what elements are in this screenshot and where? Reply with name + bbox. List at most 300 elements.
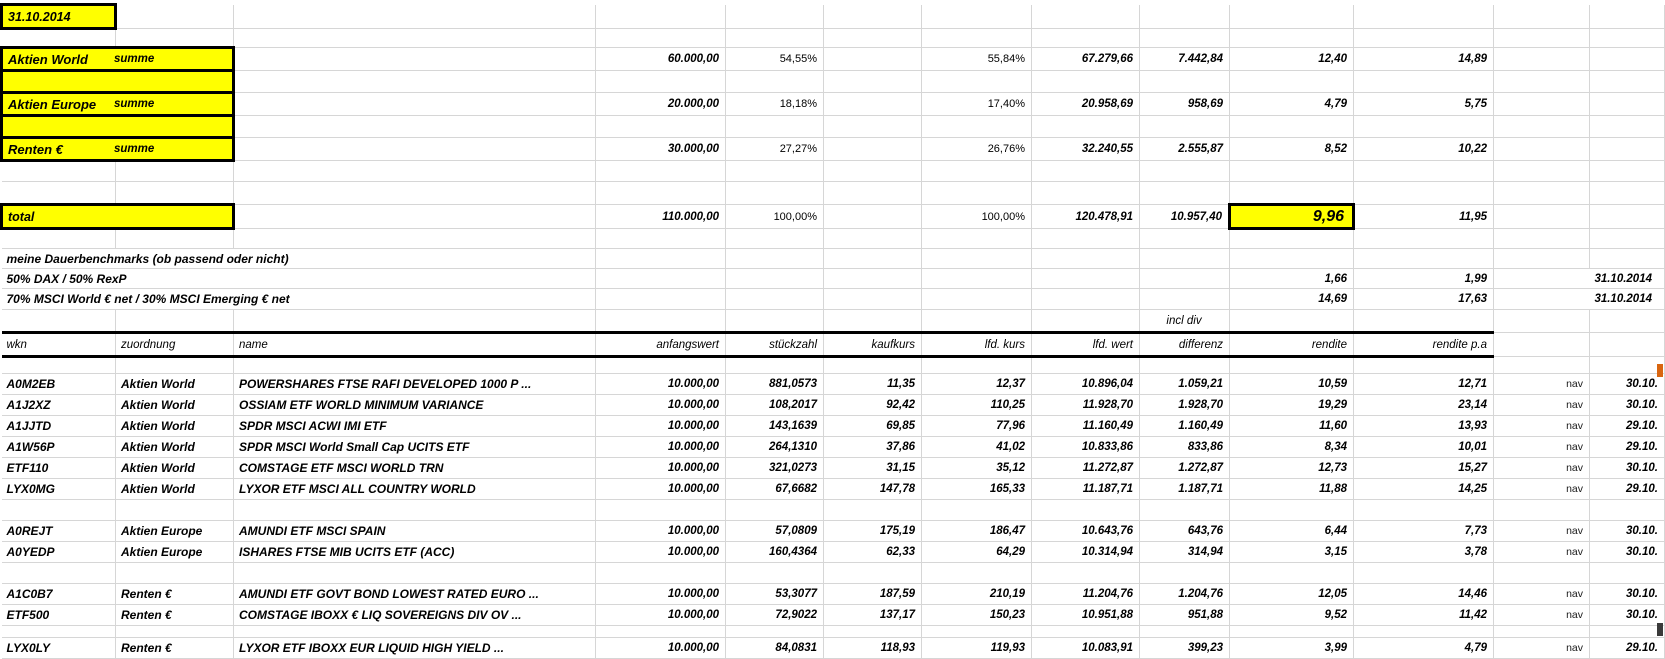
cell-lfd-wert[interactable]: 11.187,71: [1032, 479, 1140, 500]
summary-label-cell[interactable]: [2, 138, 234, 161]
empty-cell[interactable]: [824, 249, 922, 269]
cell-stueckzahl[interactable]: 108,2017: [726, 395, 824, 416]
empty-cell[interactable]: [1590, 310, 1665, 333]
cell-rendite-pa[interactable]: 11,42: [1354, 605, 1494, 626]
cell-zuordnung[interactable]: Aktien World: [116, 458, 234, 479]
empty-cell[interactable]: [234, 205, 596, 229]
empty-cell[interactable]: [922, 249, 1032, 269]
empty-cell[interactable]: [1140, 71, 1230, 93]
cell-stueckzahl[interactable]: 53,3077: [726, 584, 824, 605]
empty-cell[interactable]: [1354, 29, 1494, 48]
empty-cell[interactable]: [1590, 249, 1665, 269]
cell-name[interactable]: SPDR MSCI ACWI IMI ETF: [234, 416, 596, 437]
cell-differenz[interactable]: [1140, 563, 1230, 584]
empty-cell[interactable]: [922, 71, 1032, 93]
cell-anfangswert[interactable]: 10.000,00: [596, 542, 726, 563]
empty-cell[interactable]: [1032, 29, 1140, 48]
benchmark-date-cell[interactable]: 31.10.2014: [1494, 269, 1665, 289]
cell-name[interactable]: [234, 563, 596, 584]
cell-differenz[interactable]: 1.928,70: [1140, 395, 1230, 416]
cell-name[interactable]: [234, 626, 596, 638]
cell-zuordnung[interactable]: Renten €: [116, 638, 234, 659]
cell-quelle[interactable]: nav: [1494, 416, 1590, 437]
empty-cell[interactable]: [1140, 357, 1230, 374]
cell-lfd-kurs[interactable]: 12,37: [922, 374, 1032, 395]
cell-quelle[interactable]: [1494, 626, 1590, 638]
empty-cell[interactable]: [922, 116, 1032, 138]
cell-stueckzahl[interactable]: [726, 500, 824, 521]
cell-rendite-pa[interactable]: 17,63: [1354, 289, 1494, 310]
cell-lfd-wert[interactable]: 10.951,88: [1032, 605, 1140, 626]
empty-cell[interactable]: [234, 161, 596, 182]
header-lfd-wert[interactable]: lfd. wert: [1032, 333, 1140, 357]
empty-cell[interactable]: [2, 29, 116, 48]
cell-name[interactable]: COMSTAGE ETF MSCI WORLD TRN: [234, 458, 596, 479]
cell-wkn[interactable]: LYX0MG: [2, 479, 116, 500]
cell-kaufkurs[interactable]: 187,59: [824, 584, 922, 605]
cell-name[interactable]: AMUNDI ETF MSCI SPAIN: [234, 521, 596, 542]
cell-differenz[interactable]: 10.957,40: [1140, 205, 1230, 229]
cell-differenz[interactable]: 1.187,71: [1140, 479, 1230, 500]
cell-lfd-wert[interactable]: 10.314,94: [1032, 542, 1140, 563]
cell-kaufkurs[interactable]: 69,85: [824, 416, 922, 437]
cell-rendite[interactable]: 11,60: [1230, 416, 1354, 437]
empty-cell[interactable]: [1140, 182, 1230, 205]
empty-cell[interactable]: [824, 93, 922, 116]
cell-lfd-kurs[interactable]: 110,25: [922, 395, 1032, 416]
empty-cell[interactable]: [1354, 249, 1494, 269]
benchmark-name[interactable]: 70% MSCI World € net / 30% MSCI Emerging € net: [2, 289, 596, 310]
cell-datum[interactable]: 30.10.: [1590, 374, 1665, 395]
cell-kaufkurs[interactable]: 137,17: [824, 605, 922, 626]
empty-cell[interactable]: [1140, 269, 1230, 289]
cell-anfangswert[interactable]: 20.000,00: [596, 93, 726, 116]
cell-datum[interactable]: 30.10.: [1590, 542, 1665, 563]
cell-kaufkurs[interactable]: [824, 563, 922, 584]
cell-lfd-kurs[interactable]: [922, 563, 1032, 584]
cell-stueckzahl[interactable]: 264,1310: [726, 437, 824, 458]
cell-wkn[interactable]: [2, 626, 116, 638]
empty-cell[interactable]: [1230, 229, 1354, 249]
header-stueckzahl[interactable]: stückzahl: [726, 333, 824, 357]
cell-rendite-pa[interactable]: 3,78: [1354, 542, 1494, 563]
empty-cell[interactable]: [1032, 269, 1140, 289]
empty-cell[interactable]: [2, 161, 116, 182]
empty-cell[interactable]: [234, 138, 596, 161]
cell-rendite-pa[interactable]: 10,01: [1354, 437, 1494, 458]
empty-cell[interactable]: [1494, 29, 1590, 48]
total-rendite-highlight-cell[interactable]: 9,96: [1230, 205, 1354, 229]
empty-cell[interactable]: [726, 310, 824, 333]
empty-cell[interactable]: [1590, 48, 1665, 71]
empty-cell[interactable]: [596, 269, 726, 289]
header-rendite-pa[interactable]: rendite p.a: [1354, 333, 1494, 357]
empty-cell[interactable]: [824, 71, 922, 93]
cell-rendite-pa[interactable]: 14,46: [1354, 584, 1494, 605]
cell-name[interactable]: AMUNDI ETF GOVT BOND LOWEST RATED EURO ...: [234, 584, 596, 605]
empty-cell[interactable]: [1354, 310, 1494, 333]
empty-cell[interactable]: [1590, 5, 1665, 29]
cell-lfd-wert[interactable]: 10.643,76: [1032, 521, 1140, 542]
empty-cell[interactable]: [1494, 5, 1590, 29]
cell-rendite[interactable]: 4,79: [1230, 93, 1354, 116]
cell-datum[interactable]: 30.10.: [1590, 584, 1665, 605]
header-wkn[interactable]: wkn: [2, 333, 116, 357]
empty-cell[interactable]: [1230, 310, 1354, 333]
cell-name[interactable]: OSSIAM ETF WORLD MINIMUM VARIANCE: [234, 395, 596, 416]
empty-cell[interactable]: [1032, 310, 1140, 333]
empty-cell[interactable]: [1494, 71, 1590, 93]
cell-anfangswert[interactable]: 10.000,00: [596, 458, 726, 479]
cell-rendite[interactable]: 11,88: [1230, 479, 1354, 500]
cell-anteil-plan[interactable]: 100,00%: [726, 205, 824, 229]
cell-wkn[interactable]: [2, 500, 116, 521]
cell-zuordnung[interactable]: [116, 500, 234, 521]
cell-datum[interactable]: 29.10.: [1590, 638, 1665, 659]
empty-cell[interactable]: [1590, 205, 1665, 229]
cell-stueckzahl[interactable]: [726, 563, 824, 584]
cell-rendite-pa[interactable]: 4,79: [1354, 638, 1494, 659]
cell-lfd-kurs[interactable]: [922, 626, 1032, 638]
empty-cell[interactable]: [726, 229, 824, 249]
cell-kaufkurs[interactable]: [824, 500, 922, 521]
cell-name[interactable]: POWERSHARES FTSE RAFI DEVELOPED 1000 P ...: [234, 374, 596, 395]
empty-cell[interactable]: [1590, 161, 1665, 182]
empty-cell[interactable]: [116, 357, 234, 374]
cell-rendite[interactable]: 9,52: [1230, 605, 1354, 626]
cell-anfangswert[interactable]: 10.000,00: [596, 374, 726, 395]
empty-cell[interactable]: [726, 161, 824, 182]
cell-wkn[interactable]: A0YEDP: [2, 542, 116, 563]
cell-kaufkurs[interactable]: 118,93: [824, 638, 922, 659]
empty-cell[interactable]: [2, 229, 116, 249]
empty-cell[interactable]: [2, 357, 116, 374]
empty-cell[interactable]: [116, 161, 234, 182]
benchmark-name[interactable]: 50% DAX / 50% RexP: [2, 269, 596, 289]
empty-cell[interactable]: [1494, 310, 1590, 333]
empty-cell[interactable]: [922, 161, 1032, 182]
empty-cell[interactable]: [1494, 93, 1590, 116]
empty-cell[interactable]: [1494, 333, 1590, 357]
cell-quelle[interactable]: nav: [1494, 395, 1590, 416]
cell-quelle[interactable]: nav: [1494, 584, 1590, 605]
summary-label-cell[interactable]: [2, 48, 234, 71]
empty-cell[interactable]: [824, 161, 922, 182]
cell-zuordnung[interactable]: Aktien World: [116, 374, 234, 395]
empty-cell[interactable]: [1230, 161, 1354, 182]
empty-cell[interactable]: [824, 5, 922, 29]
empty-cell[interactable]: [726, 71, 824, 93]
cell-differenz[interactable]: 399,23: [1140, 638, 1230, 659]
cell-wkn[interactable]: LYX0LY: [2, 638, 116, 659]
cell-rendite-pa[interactable]: 11,95: [1354, 205, 1494, 229]
cell-anfangswert[interactable]: [596, 563, 726, 584]
cell-lfd-kurs[interactable]: 210,19: [922, 584, 1032, 605]
empty-cell[interactable]: [726, 357, 824, 374]
cell-wkn[interactable]: [2, 563, 116, 584]
cell-lfd-kurs[interactable]: 150,23: [922, 605, 1032, 626]
empty-cell[interactable]: [1590, 333, 1665, 357]
total-label-cell[interactable]: total: [2, 205, 234, 229]
cell-lfd-wert[interactable]: 10.896,04: [1032, 374, 1140, 395]
cell-zuordnung[interactable]: Aktien Europe: [116, 542, 234, 563]
cell-rendite[interactable]: 8,52: [1230, 138, 1354, 161]
cell-datum[interactable]: 29.10.: [1590, 437, 1665, 458]
empty-cell[interactable]: [596, 29, 726, 48]
empty-cell[interactable]: [922, 289, 1032, 310]
cell-anfangswert[interactable]: 10.000,00: [596, 521, 726, 542]
cell-zuordnung[interactable]: Aktien Europe: [116, 521, 234, 542]
cell-differenz[interactable]: 958,69: [1140, 93, 1230, 116]
empty-cell[interactable]: [1354, 229, 1494, 249]
cell-anfangswert[interactable]: 10.000,00: [596, 638, 726, 659]
empty-cell[interactable]: [234, 229, 596, 249]
cell-rendite-pa[interactable]: 7,73: [1354, 521, 1494, 542]
cell-differenz[interactable]: 7.442,84: [1140, 48, 1230, 71]
cell-stueckzahl[interactable]: 57,0809: [726, 521, 824, 542]
empty-cell[interactable]: [596, 229, 726, 249]
empty-cell[interactable]: [824, 138, 922, 161]
cell-zuordnung[interactable]: Aktien World: [116, 437, 234, 458]
cell-quelle[interactable]: nav: [1494, 638, 1590, 659]
empty-cell[interactable]: [1230, 357, 1354, 374]
cell-datum[interactable]: 30.10.: [1590, 458, 1665, 479]
cell-quelle[interactable]: [1494, 563, 1590, 584]
empty-cell[interactable]: [1140, 116, 1230, 138]
cell-rendite[interactable]: [1230, 563, 1354, 584]
cell-rendite[interactable]: 12,05: [1230, 584, 1354, 605]
empty-cell[interactable]: [824, 182, 922, 205]
cell-differenz[interactable]: 643,76: [1140, 521, 1230, 542]
empty-cell[interactable]: [596, 310, 726, 333]
cell-anteil-plan[interactable]: 54,55%: [726, 48, 824, 71]
cell-differenz[interactable]: 1.059,21: [1140, 374, 1230, 395]
incl-div-note[interactable]: incl div: [1140, 310, 1230, 333]
empty-cell[interactable]: [1230, 116, 1354, 138]
cell-datum[interactable]: [1590, 626, 1665, 638]
empty-cell[interactable]: [1494, 249, 1590, 269]
cell-wkn[interactable]: A1J2XZ: [2, 395, 116, 416]
cell-rendite[interactable]: 6,44: [1230, 521, 1354, 542]
cell-rendite-pa[interactable]: 12,71: [1354, 374, 1494, 395]
cell-rendite[interactable]: 3,99: [1230, 638, 1354, 659]
empty-cell[interactable]: [1590, 182, 1665, 205]
empty-cell[interactable]: [1140, 5, 1230, 29]
empty-cell[interactable]: [1494, 116, 1590, 138]
empty-cell[interactable]: [1590, 29, 1665, 48]
cell-lfd-wert[interactable]: 67.279,66: [1032, 48, 1140, 71]
empty-cell[interactable]: [1494, 138, 1590, 161]
cell-rendite[interactable]: [1230, 626, 1354, 638]
benchmarks-title[interactable]: meine Dauerbenchmarks (ob passend oder nicht): [2, 249, 596, 269]
empty-cell[interactable]: [1230, 71, 1354, 93]
empty-cell[interactable]: [1032, 5, 1140, 29]
cell-stueckzahl[interactable]: 160,4364: [726, 542, 824, 563]
cell-anfangswert[interactable]: 10.000,00: [596, 479, 726, 500]
cell-rendite-pa[interactable]: 14,25: [1354, 479, 1494, 500]
empty-cell[interactable]: [596, 289, 726, 310]
cell-rendite-pa[interactable]: [1354, 626, 1494, 638]
empty-cell[interactable]: [1590, 138, 1665, 161]
empty-cell[interactable]: [1494, 161, 1590, 182]
cell-wkn[interactable]: A0M2EB: [2, 374, 116, 395]
empty-cell[interactable]: [922, 229, 1032, 249]
cell-rendite[interactable]: 3,15: [1230, 542, 1354, 563]
report-date-cell[interactable]: 31.10.2014: [2, 5, 116, 29]
empty-cell[interactable]: [726, 182, 824, 205]
cell-quelle[interactable]: nav: [1494, 605, 1590, 626]
cell-lfd-kurs[interactable]: 119,93: [922, 638, 1032, 659]
cell-anfangswert[interactable]: 10.000,00: [596, 584, 726, 605]
cell-rendite[interactable]: 12,73: [1230, 458, 1354, 479]
empty-cell[interactable]: [726, 5, 824, 29]
empty-cell[interactable]: [234, 71, 596, 93]
cell-name[interactable]: SPDR MSCI World Small Cap UCITS ETF: [234, 437, 596, 458]
cell-rendite[interactable]: 10,59: [1230, 374, 1354, 395]
empty-cell[interactable]: [1140, 289, 1230, 310]
cell-kaufkurs[interactable]: 147,78: [824, 479, 922, 500]
empty-cell[interactable]: [1494, 205, 1590, 229]
empty-cell[interactable]: [1230, 249, 1354, 269]
header-lfd-kurs[interactable]: lfd. kurs: [922, 333, 1032, 357]
cell-rendite[interactable]: 14,69: [1230, 289, 1354, 310]
cell-wkn[interactable]: A0REJT: [2, 521, 116, 542]
cell-anteil-ist[interactable]: 17,40%: [922, 93, 1032, 116]
cell-anfangswert[interactable]: 10.000,00: [596, 605, 726, 626]
empty-cell[interactable]: [234, 116, 596, 138]
empty-cell[interactable]: [596, 116, 726, 138]
cell-anteil-ist[interactable]: 26,76%: [922, 138, 1032, 161]
cell-anteil-plan[interactable]: 18,18%: [726, 93, 824, 116]
cell-kaufkurs[interactable]: [824, 626, 922, 638]
header-kaufkurs[interactable]: kaufkurs: [824, 333, 922, 357]
cell-rendite-pa[interactable]: 13,93: [1354, 416, 1494, 437]
empty-cell[interactable]: [824, 29, 922, 48]
empty-cell[interactable]: [726, 269, 824, 289]
cell-quelle[interactable]: nav: [1494, 374, 1590, 395]
cell-anfangswert[interactable]: [596, 500, 726, 521]
empty-cell[interactable]: [596, 249, 726, 269]
empty-cell[interactable]: [922, 29, 1032, 48]
empty-cell[interactable]: [1590, 71, 1665, 93]
cell-rendite-pa[interactable]: [1354, 500, 1494, 521]
empty-cell[interactable]: [1032, 229, 1140, 249]
cell-datum[interactable]: 30.10.: [1590, 395, 1665, 416]
empty-cell[interactable]: [1494, 229, 1590, 249]
cell-lfd-kurs[interactable]: 165,33: [922, 479, 1032, 500]
benchmark-date-cell[interactable]: 31.10.2014: [1494, 289, 1665, 310]
cell-datum[interactable]: 30.10.: [1590, 605, 1665, 626]
cell-wkn[interactable]: ETF110: [2, 458, 116, 479]
header-anfangswert[interactable]: anfangswert: [596, 333, 726, 357]
cell-lfd-kurs[interactable]: 35,12: [922, 458, 1032, 479]
empty-cell[interactable]: [596, 5, 726, 29]
empty-cell[interactable]: [1032, 289, 1140, 310]
empty-cell[interactable]: [596, 161, 726, 182]
empty-cell[interactable]: [1032, 249, 1140, 269]
cell-lfd-wert[interactable]: 11.272,87: [1032, 458, 1140, 479]
empty-cell[interactable]: [116, 5, 234, 29]
empty-cell[interactable]: [1590, 357, 1665, 374]
empty-cell[interactable]: [1354, 71, 1494, 93]
empty-cell[interactable]: [1140, 249, 1230, 269]
empty-cell[interactable]: [2, 310, 116, 333]
cell-lfd-wert[interactable]: [1032, 626, 1140, 638]
cell-rendite[interactable]: [1230, 500, 1354, 521]
empty-cell[interactable]: [1032, 71, 1140, 93]
cell-lfd-kurs[interactable]: 41,02: [922, 437, 1032, 458]
empty-cell[interactable]: [824, 357, 922, 374]
empty-cell[interactable]: [1032, 161, 1140, 182]
cell-anfangswert[interactable]: 10.000,00: [596, 437, 726, 458]
empty-cell[interactable]: [1354, 116, 1494, 138]
cell-rendite-pa[interactable]: 23,14: [1354, 395, 1494, 416]
cell-kaufkurs[interactable]: 11,35: [824, 374, 922, 395]
cell-rendite-pa[interactable]: 14,89: [1354, 48, 1494, 71]
empty-cell[interactable]: [1590, 229, 1665, 249]
cell-lfd-wert[interactable]: 11.160,49: [1032, 416, 1140, 437]
cell-differenz[interactable]: 314,94: [1140, 542, 1230, 563]
cell-anfangswert[interactable]: 10.000,00: [596, 395, 726, 416]
cell-rendite[interactable]: 1,66: [1230, 269, 1354, 289]
cell-stueckzahl[interactable]: 143,1639: [726, 416, 824, 437]
cell-stueckzahl[interactable]: 72,9022: [726, 605, 824, 626]
empty-cell[interactable]: [922, 182, 1032, 205]
cell-datum[interactable]: 29.10.: [1590, 479, 1665, 500]
empty-cell[interactable]: [234, 29, 596, 48]
cell-rendite-pa[interactable]: 1,99: [1354, 269, 1494, 289]
empty-cell[interactable]: [1032, 116, 1140, 138]
empty-cell[interactable]: [234, 357, 596, 374]
empty-cell[interactable]: [726, 289, 824, 310]
cell-kaufkurs[interactable]: 31,15: [824, 458, 922, 479]
summary-label-cell[interactable]: [2, 93, 234, 116]
empty-cell[interactable]: [1032, 357, 1140, 374]
cell-name[interactable]: [234, 500, 596, 521]
cell-quelle[interactable]: nav: [1494, 458, 1590, 479]
cell-wkn[interactable]: ETF500: [2, 605, 116, 626]
cell-quelle[interactable]: nav: [1494, 437, 1590, 458]
cell-kaufkurs[interactable]: 175,19: [824, 521, 922, 542]
cell-lfd-wert[interactable]: 120.478,91: [1032, 205, 1140, 229]
header-differenz[interactable]: differenz: [1140, 333, 1230, 357]
empty-cell[interactable]: [1230, 29, 1354, 48]
empty-cell[interactable]: [596, 182, 726, 205]
empty-cell[interactable]: [726, 249, 824, 269]
cell-zuordnung[interactable]: Aktien World: [116, 416, 234, 437]
empty-cell[interactable]: [824, 48, 922, 71]
empty-cell[interactable]: [1354, 161, 1494, 182]
cell-wkn[interactable]: A1JJTD: [2, 416, 116, 437]
empty-cell[interactable]: [234, 182, 596, 205]
cell-rendite-pa[interactable]: 15,27: [1354, 458, 1494, 479]
cell-lfd-wert[interactable]: 32.240,55: [1032, 138, 1140, 161]
empty-cell[interactable]: [596, 71, 726, 93]
empty-cell[interactable]: [1354, 357, 1494, 374]
cell-lfd-kurs[interactable]: 186,47: [922, 521, 1032, 542]
cell-anfangswert[interactable]: 110.000,00: [596, 205, 726, 229]
cell-zuordnung[interactable]: Aktien World: [116, 479, 234, 500]
cell-rendite[interactable]: 19,29: [1230, 395, 1354, 416]
cell-name[interactable]: LYXOR ETF MSCI ALL COUNTRY WORLD: [234, 479, 596, 500]
cell-datum[interactable]: [1590, 500, 1665, 521]
cell-kaufkurs[interactable]: 37,86: [824, 437, 922, 458]
cell-zuordnung[interactable]: Aktien World: [116, 395, 234, 416]
header-rendite[interactable]: rendite: [1230, 333, 1354, 357]
cell-wkn[interactable]: A1C0B7: [2, 584, 116, 605]
cell-lfd-wert[interactable]: 11.204,76: [1032, 584, 1140, 605]
empty-cell[interactable]: [1140, 161, 1230, 182]
